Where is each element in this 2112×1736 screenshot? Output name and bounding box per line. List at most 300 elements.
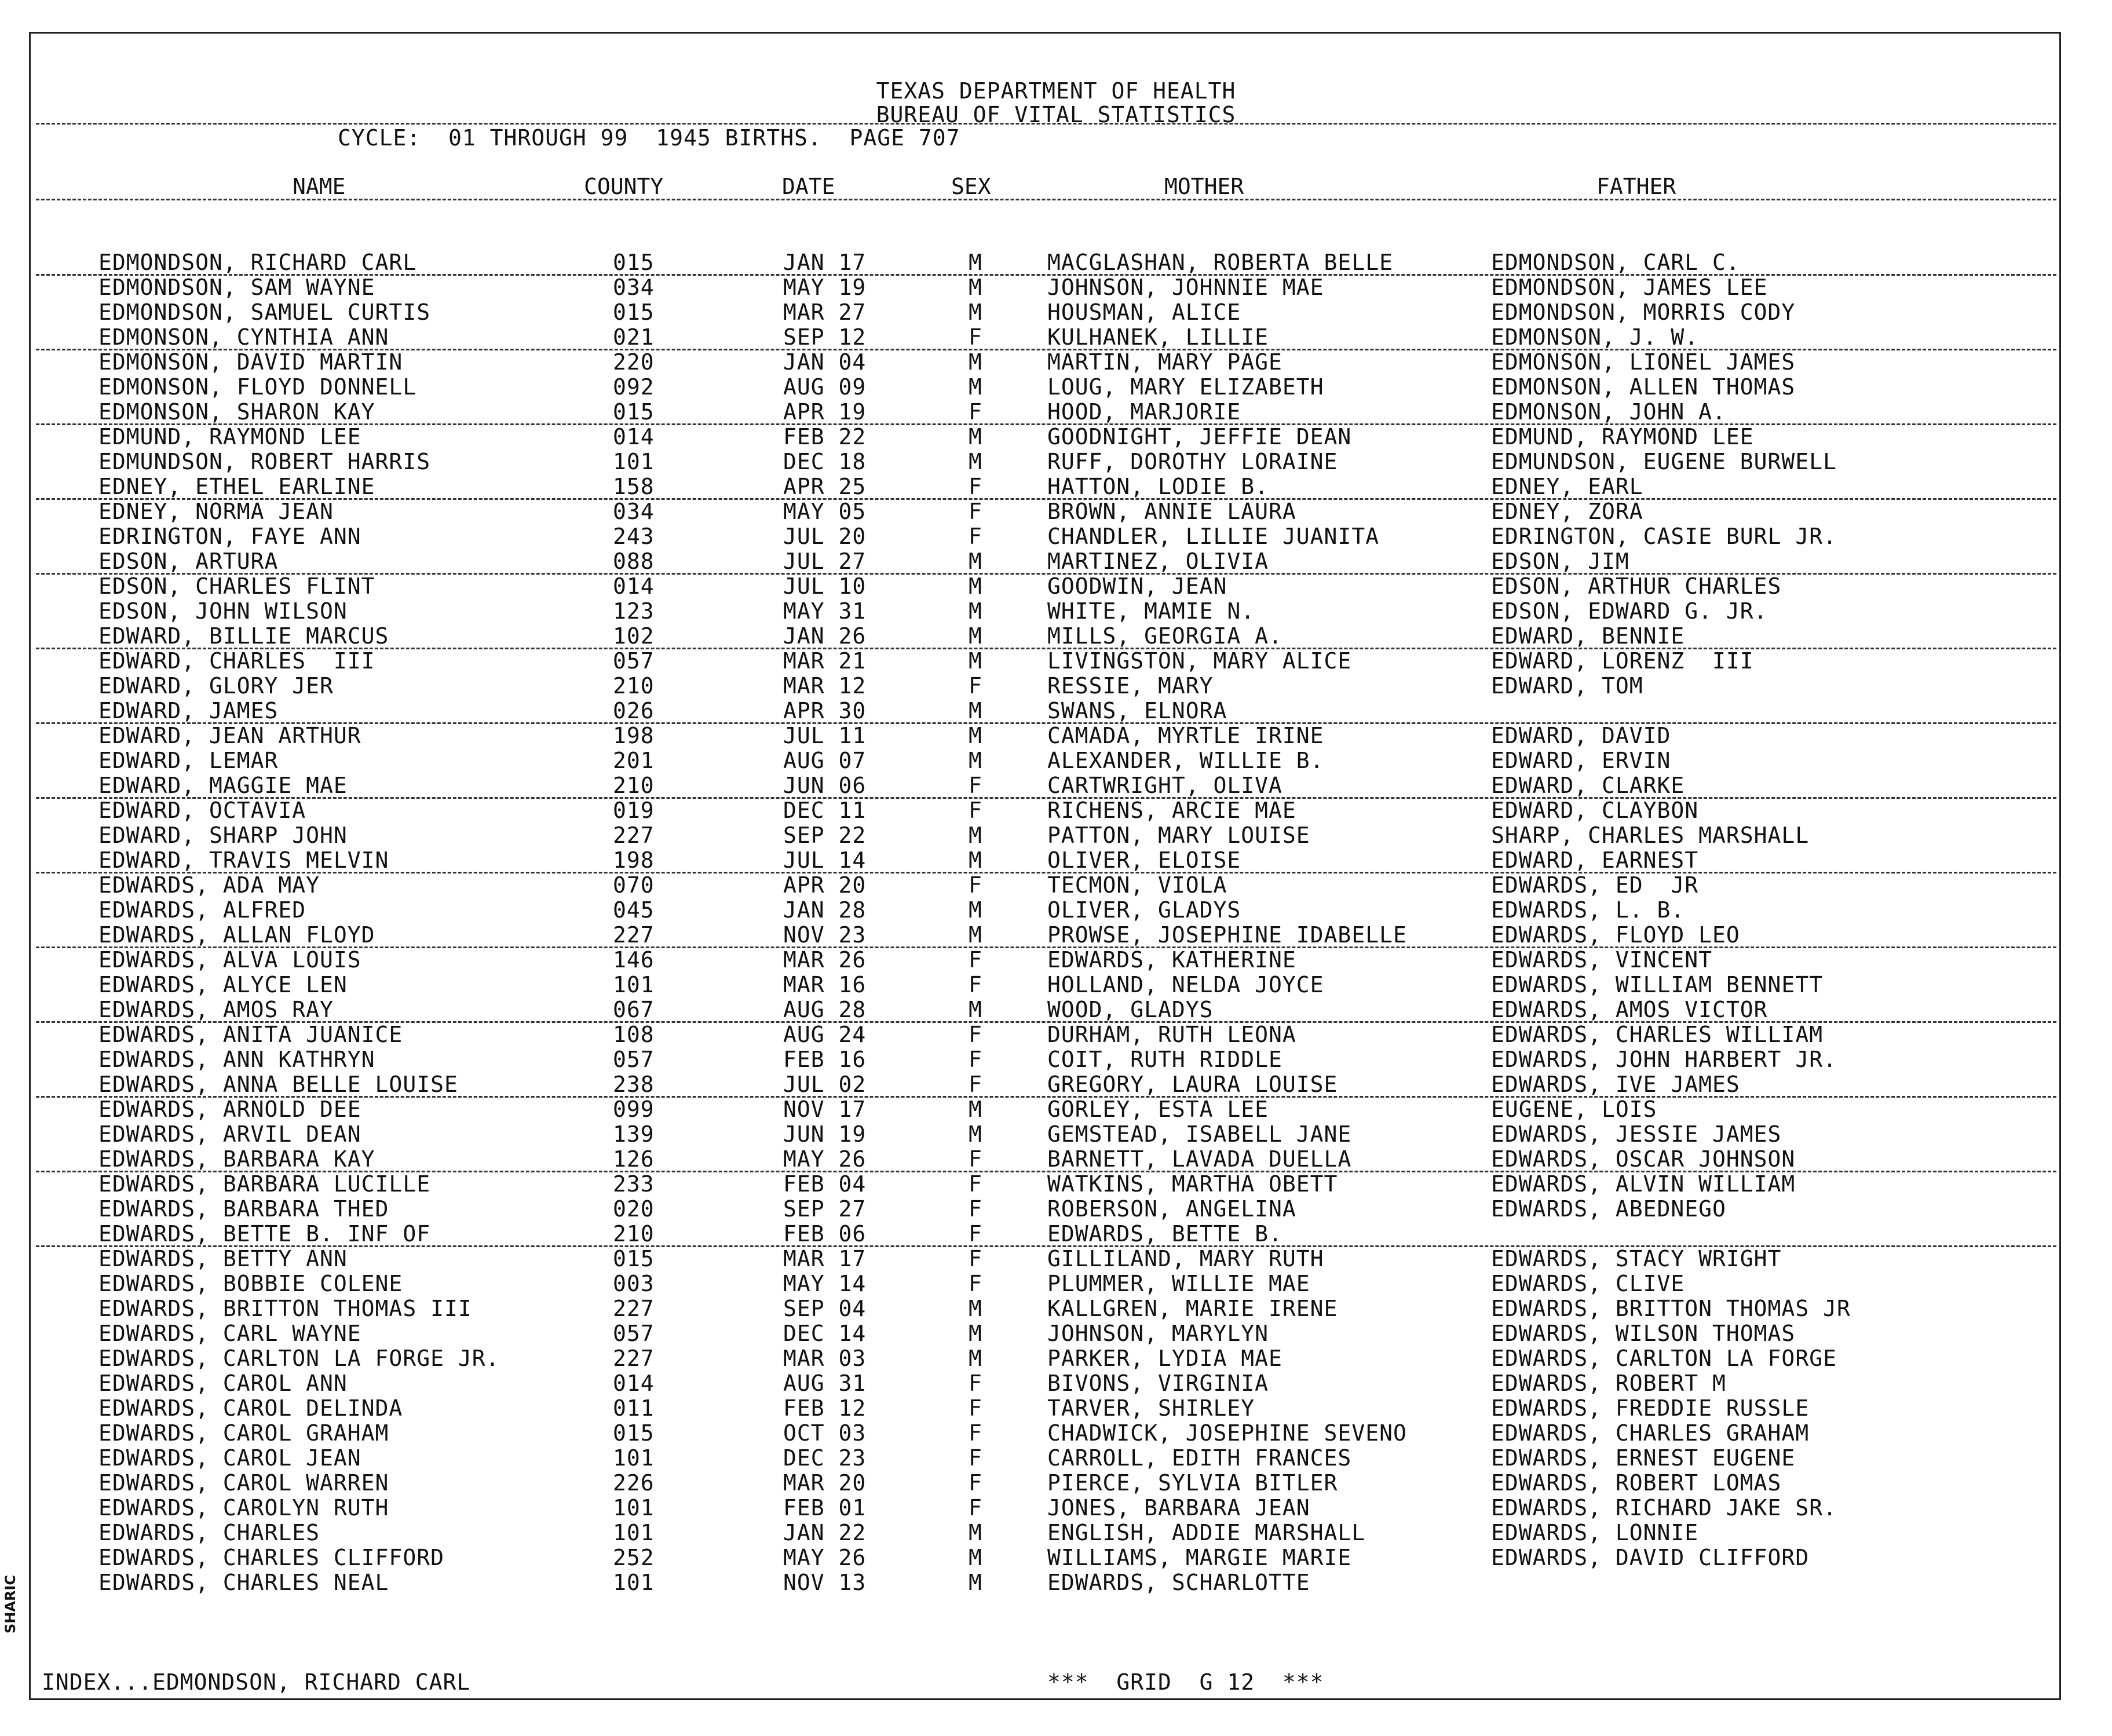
table-row (0, 449, 2112, 474)
record-name: EDWARDS, CAROL DELINDA (98, 1395, 403, 1421)
record-father: EDWARDS, BRITTON THOMAS JR (1491, 1296, 1851, 1321)
record-mother: GORLEY, ESTA LEE (1047, 1097, 1269, 1122)
record-sex: F (969, 324, 982, 350)
table-row (0, 499, 2112, 524)
record-date: JAN 26 (783, 623, 867, 649)
record-date: AUG 09 (783, 374, 867, 400)
record-mother: PROWSE, JOSEPHINE IDABELLE (1047, 922, 1407, 948)
record-date: SEP 27 (783, 1196, 867, 1222)
record-date: DEC 18 (783, 449, 867, 474)
record-name: EDRINGTON, FAYE ANN (98, 524, 361, 549)
record-father: EDWARDS, JESSIE JAMES (1491, 1121, 1782, 1147)
record-father: EDMONSON, JOHN A. (1491, 399, 1726, 425)
record-sex: F (969, 1022, 982, 1047)
record-name: EDWARDS, ARNOLD DEE (98, 1097, 361, 1122)
record-name: EDWARD, GLORY JER (98, 673, 334, 699)
table-row (0, 773, 2112, 798)
col-header-name: NAME (293, 174, 346, 199)
table-row (0, 300, 2112, 325)
table-row (0, 1172, 2112, 1197)
record-sex: F (969, 673, 982, 699)
record-sex: F (969, 1146, 982, 1172)
record-mother: WOOD, GLADYS (1047, 997, 1214, 1022)
record-sex: M (969, 424, 982, 449)
record-mother: HATTON, LODIE B. (1047, 474, 1269, 499)
record-father: EDWARDS, STACY WRIGHT (1491, 1246, 1782, 1271)
record-county: 238 (613, 1072, 655, 1097)
record-date: SEP 22 (783, 823, 867, 848)
record-county: 101 (613, 972, 655, 997)
record-county: 057 (613, 648, 655, 674)
record-county: 015 (613, 399, 655, 425)
record-name: EDMUND, RAYMOND LEE (98, 424, 361, 449)
record-mother: GILLILAND, MARY RUTH (1047, 1246, 1324, 1271)
record-father: EDWARDS, JOHN HARBERT JR. (1491, 1047, 1837, 1072)
table-row (0, 599, 2112, 624)
table-row (0, 1496, 2112, 1521)
table-row (0, 1122, 2112, 1147)
table-row (0, 997, 2112, 1022)
record-sex: M (969, 449, 982, 474)
table-row (0, 1222, 2112, 1247)
record-name: EDWARDS, ALFRED (98, 897, 306, 923)
record-father: EDMUND, RAYMOND LEE (1491, 424, 1754, 449)
record-mother: TARVER, SHIRLEY (1047, 1395, 1255, 1421)
table-row (0, 524, 2112, 549)
record-sex: M (969, 1545, 982, 1570)
record-father: EDSON, JIM (1491, 549, 1629, 574)
record-mother: GEMSTEAD, ISABELL JANE (1047, 1121, 1352, 1147)
record-name: EDSON, JOHN WILSON (98, 598, 348, 624)
record-date: SEP 12 (783, 324, 867, 350)
record-father: EDWARDS, AMOS VICTOR (1491, 997, 1768, 1022)
record-date: JUN 06 (783, 773, 867, 798)
record-father: EDWARDS, WILSON THOMAS (1491, 1321, 1796, 1346)
record-date: MAY 26 (783, 1146, 867, 1172)
record-date: JAN 04 (783, 349, 867, 375)
record-name: EDWARD, JEAN ARTHUR (98, 723, 361, 748)
record-date: MAY 05 (783, 499, 867, 524)
table-row (0, 699, 2112, 723)
index-footer: INDEX...EDMONDSON, RICHARD CARL (42, 1669, 471, 1695)
record-date: MAY 26 (783, 1545, 867, 1570)
record-father: EDWARDS, FLOYD LEO (1491, 922, 1740, 948)
record-sex: F (969, 1196, 982, 1222)
record-county: 099 (613, 1097, 655, 1122)
record-county: 252 (613, 1545, 655, 1570)
record-county: 146 (613, 947, 655, 973)
record-county: 101 (613, 1570, 655, 1595)
record-date: FEB 16 (783, 1047, 867, 1072)
record-mother: ROBERSON, ANGELINA (1047, 1196, 1296, 1222)
record-date: SEP 04 (783, 1296, 867, 1321)
col-header-date: DATE (782, 174, 835, 199)
record-date: FEB 04 (783, 1171, 867, 1197)
record-sex: F (969, 524, 982, 549)
record-date: APR 19 (783, 399, 867, 425)
record-mother: LOUG, MARY ELIZABETH (1047, 374, 1324, 400)
record-name: EDWARDS, CHARLES NEAL (98, 1570, 389, 1595)
record-father: EDWARDS, ROBERT M (1491, 1370, 1726, 1396)
record-mother: MACGLASHAN, ROBERTA BELLE (1047, 250, 1393, 275)
record-father: EDMONSON, ALLEN THOMAS (1491, 374, 1796, 400)
record-sex: M (969, 1321, 982, 1346)
record-sex: M (969, 549, 982, 574)
record-sex: F (969, 499, 982, 524)
record-sex: M (969, 1570, 982, 1595)
record-sex: M (969, 374, 982, 400)
record-sex: F (969, 1171, 982, 1197)
record-county: 201 (613, 748, 655, 773)
record-mother: WILLIAMS, MARGIE MARIE (1047, 1545, 1352, 1570)
record-mother: CHANDLER, LILLIE JUANITA (1047, 524, 1380, 549)
record-county: 226 (613, 1470, 655, 1496)
grid-footer: *** GRID G 12 *** (1047, 1669, 1324, 1695)
record-name: EDNEY, ETHEL EARLINE (98, 474, 375, 499)
table-row (0, 674, 2112, 699)
record-date: FEB 01 (783, 1495, 867, 1521)
record-father: EDMONDSON, JAMES LEE (1491, 275, 1768, 300)
record-county: 210 (613, 1221, 655, 1247)
record-name: EDWARDS, ALYCE LEN (98, 972, 348, 997)
record-sex: F (969, 947, 982, 973)
cycle-line: CYCLE: 01 THROUGH 99 1945 BIRTHS. PAGE 707 (338, 125, 960, 151)
record-mother: GOODWIN, JEAN (1047, 573, 1227, 599)
record-sex: F (969, 1072, 982, 1097)
record-county: 015 (613, 1420, 655, 1446)
record-date: APR 30 (783, 698, 867, 723)
record-sex: M (969, 997, 982, 1022)
record-mother: EDWARDS, BETTE B. (1047, 1221, 1282, 1247)
record-mother: PATTON, MARY LOUISE (1047, 823, 1310, 848)
table-row (0, 549, 2112, 574)
record-mother: GOODNIGHT, JEFFIE DEAN (1047, 424, 1352, 449)
record-name: EDWARD, SHARP JOHN (98, 823, 348, 848)
table-row (0, 624, 2112, 649)
table-row (0, 474, 2112, 499)
record-mother: MARTIN, MARY PAGE (1047, 349, 1282, 375)
record-father: EDWARD, EARNEST (1491, 847, 1699, 873)
record-name: EDWARDS, BRITTON THOMAS III (98, 1296, 472, 1321)
record-sex: F (969, 1470, 982, 1496)
record-name: EDWARDS, BARBARA KAY (98, 1146, 375, 1172)
record-name: EDWARDS, ARVIL DEAN (98, 1121, 361, 1147)
record-county: 210 (613, 773, 655, 798)
record-father: EDWARDS, IVE JAMES (1491, 1072, 1740, 1097)
record-sex: M (969, 299, 982, 325)
record-county: 003 (613, 1271, 655, 1296)
record-date: APR 25 (783, 474, 867, 499)
record-name: EDWARDS, ALLAN FLOYD (98, 922, 375, 948)
col-header-father: FATHER (1596, 174, 1676, 199)
record-mother: JOHNSON, MARYLYN (1047, 1321, 1269, 1346)
record-mother: EDWARDS, KATHERINE (1047, 947, 1296, 973)
table-row (0, 425, 2112, 449)
record-name: EDMONSON, CYNTHIA ANN (98, 324, 389, 350)
table-row (0, 1396, 2112, 1421)
record-date: FEB 06 (783, 1221, 867, 1247)
record-sex: M (969, 1097, 982, 1122)
record-county: 067 (613, 997, 655, 1022)
record-mother: GREGORY, LAURA LOUISE (1047, 1072, 1338, 1097)
record-date: MAR 20 (783, 1470, 867, 1496)
record-name: EDWARDS, CAROL GRAHAM (98, 1420, 389, 1446)
table-row (0, 375, 2112, 400)
record-sex: M (969, 275, 982, 300)
record-father: SHARP, CHARLES MARSHALL (1491, 823, 1810, 848)
record-name: EDWARDS, CARL WAYNE (98, 1321, 361, 1346)
record-mother: HOUSMAN, ALICE (1047, 299, 1241, 325)
record-name: EDWARDS, BARBARA THED (98, 1196, 389, 1222)
record-mother: CARTWRIGHT, OLIVA (1047, 773, 1282, 798)
table-row (0, 1421, 2112, 1446)
record-name: EDWARD, MAGGIE MAE (98, 773, 348, 798)
record-county: 014 (613, 1370, 655, 1396)
record-mother: CHADWICK, JOSEPHINE SEVENO (1047, 1420, 1407, 1446)
dashed-rule (36, 199, 2056, 200)
record-name: EDWARDS, BETTE B. INF OF (98, 1221, 431, 1247)
record-name: EDWARD, LEMAR (98, 748, 279, 773)
table-row (0, 873, 2112, 898)
record-date: MAR 17 (783, 1246, 867, 1271)
table-row (0, 275, 2112, 300)
record-county: 227 (613, 922, 655, 948)
record-date: MAY 31 (783, 598, 867, 624)
record-name: EDWARDS, AMOS RAY (98, 997, 334, 1022)
table-row (0, 1321, 2112, 1346)
table-row (0, 1047, 2112, 1072)
record-father: EDMONSON, J. W. (1491, 324, 1699, 350)
record-county: 019 (613, 798, 655, 823)
record-mother: JONES, BARBARA JEAN (1047, 1495, 1310, 1521)
record-date: AUG 24 (783, 1022, 867, 1047)
record-mother: BIVONS, VIRGINIA (1047, 1370, 1269, 1396)
table-row (0, 400, 2112, 425)
record-mother: PLUMMER, WILLIE MAE (1047, 1271, 1310, 1296)
record-mother: COIT, RUTH RIDDLE (1047, 1047, 1282, 1072)
record-sex: F (969, 1395, 982, 1421)
record-father: EDWARD, BENNIE (1491, 623, 1685, 649)
record-county: 220 (613, 349, 655, 375)
record-name: EDWARD, JAMES (98, 698, 279, 723)
record-date: AUG 07 (783, 748, 867, 773)
table-row (0, 1097, 2112, 1122)
record-date: JAN 22 (783, 1520, 867, 1545)
record-date: MAY 14 (783, 1271, 867, 1296)
record-father: EDMONSON, LIONEL JAMES (1491, 349, 1796, 375)
record-county: 158 (613, 474, 655, 499)
record-county: 227 (613, 1346, 655, 1371)
record-county: 070 (613, 872, 655, 898)
record-date: JAN 17 (783, 250, 867, 275)
record-county: 014 (613, 573, 655, 599)
record-name: EDWARD, CHARLES III (98, 648, 375, 674)
table-row (0, 1371, 2112, 1396)
table-row (0, 1471, 2112, 1496)
record-mother: DURHAM, RUTH LEONA (1047, 1022, 1296, 1047)
record-name: EDWARDS, ANNA BELLE LOUISE (98, 1072, 458, 1097)
record-mother: MARTINEZ, OLIVIA (1047, 549, 1269, 574)
record-sex: F (969, 1221, 982, 1247)
col-header-sex: SEX (951, 174, 991, 199)
record-county: 126 (613, 1146, 655, 1172)
record-mother: EDWARDS, SCHARLOTTE (1047, 1570, 1310, 1595)
table-row (0, 1197, 2112, 1222)
table-row (0, 948, 2112, 973)
side-stamp-label: SHARIC (2, 1575, 19, 1633)
record-name: EDWARD, OCTAVIA (98, 798, 306, 823)
record-name: EDSON, CHARLES FLINT (98, 573, 375, 599)
table-row (0, 1521, 2112, 1545)
record-sex: M (969, 1346, 982, 1371)
record-name: EDWARDS, CARLTON LA FORGE JR. (98, 1346, 500, 1371)
record-county: 198 (613, 723, 655, 748)
record-sex: M (969, 1520, 982, 1545)
record-father: EDWARDS, CHARLES GRAHAM (1491, 1420, 1810, 1446)
record-name: EDMONDSON, SAM WAYNE (98, 275, 375, 300)
record-mother: WHITE, MAMIE N. (1047, 598, 1255, 624)
record-name: EDWARDS, ANITA JUANICE (98, 1022, 403, 1047)
record-father: EDWARDS, ERNEST EUGENE (1491, 1445, 1796, 1471)
record-date: DEC 11 (783, 798, 867, 823)
record-father: EDWARDS, CHARLES WILLIAM (1491, 1022, 1824, 1047)
record-father: EDWARDS, RICHARD JAKE SR. (1491, 1495, 1837, 1521)
record-mother: CARROLL, EDITH FRANCES (1047, 1445, 1352, 1471)
record-father: EDWARDS, VINCENT (1491, 947, 1713, 973)
record-mother: RUFF, DOROTHY LORAINE (1047, 449, 1338, 474)
record-name: EDWARDS, BARBARA LUCILLE (98, 1171, 431, 1197)
record-county: 101 (613, 1520, 655, 1545)
record-mother: RICHENS, ARCIE MAE (1047, 798, 1296, 823)
record-date: DEC 14 (783, 1321, 867, 1346)
record-date: MAY 19 (783, 275, 867, 300)
table-row (0, 1545, 2112, 1570)
col-header-county: COUNTY (584, 174, 664, 199)
record-sex: M (969, 598, 982, 624)
record-county: 015 (613, 250, 655, 275)
record-father: EDSON, EDWARD G. JR. (1491, 598, 1768, 624)
record-father: EDWARDS, OSCAR JOHNSON (1491, 1146, 1796, 1172)
record-county: 057 (613, 1321, 655, 1346)
record-county: 210 (613, 673, 655, 699)
record-name: EDMONSON, SHARON KAY (98, 399, 375, 425)
record-county: 108 (613, 1022, 655, 1047)
record-father: EDWARDS, CLIVE (1491, 1271, 1685, 1296)
record-mother: MILLS, GEORGIA A. (1047, 623, 1282, 649)
record-county: 101 (613, 449, 655, 474)
record-date: JUL 10 (783, 573, 867, 599)
dashed-rule (36, 123, 2056, 125)
record-sex: F (969, 1246, 982, 1271)
record-sex: F (969, 798, 982, 823)
record-mother: WATKINS, MARTHA OBETT (1047, 1171, 1338, 1197)
record-county: 088 (613, 549, 655, 574)
record-sex: M (969, 748, 982, 773)
record-name: EDWARDS, CHARLES (98, 1520, 320, 1545)
record-mother: HOOD, MARJORIE (1047, 399, 1241, 425)
record-name: EDMONSON, FLOYD DONNELL (98, 374, 417, 400)
record-father: EDWARD, TOM (1491, 673, 1643, 699)
record-name: EDMUNDSON, ROBERT HARRIS (98, 449, 431, 474)
record-sex: F (969, 872, 982, 898)
record-date: MAR 16 (783, 972, 867, 997)
record-date: OCT 03 (783, 1420, 867, 1446)
record-sex: M (969, 723, 982, 748)
record-name: EDWARDS, ANN KATHRYN (98, 1047, 375, 1072)
table-row (0, 823, 2112, 848)
record-mother: SWANS, ELNORA (1047, 698, 1227, 723)
record-county: 045 (613, 897, 655, 923)
record-date: JUN 19 (783, 1121, 867, 1147)
record-mother: LIVINGSTON, MARY ALICE (1047, 648, 1352, 674)
record-father: EDMONDSON, MORRIS CODY (1491, 299, 1796, 325)
record-county: 243 (613, 524, 655, 549)
record-mother: TECMON, VIOLA (1047, 872, 1227, 898)
record-father: EDWARD, CLARKE (1491, 773, 1685, 798)
record-sex: M (969, 847, 982, 873)
record-name: EDMONDSON, RICHARD CARL (98, 250, 417, 275)
record-date: AUG 28 (783, 997, 867, 1022)
record-father: EDWARD, LORENZ III (1491, 648, 1754, 674)
record-name: EDWARDS, CAROL JEAN (98, 1445, 361, 1471)
record-sex: M (969, 573, 982, 599)
record-date: MAR 03 (783, 1346, 867, 1371)
record-county: 227 (613, 1296, 655, 1321)
record-mother: RESSIE, MARY (1047, 673, 1214, 699)
record-name: EDWARDS, ALVA LOUIS (98, 947, 361, 973)
record-father: EDWARD, ERVIN (1491, 748, 1671, 773)
record-father: EDWARDS, ROBERT LOMAS (1491, 1470, 1782, 1496)
record-county: 123 (613, 598, 655, 624)
table-row (0, 1346, 2112, 1371)
record-mother: OLIVER, GLADYS (1047, 897, 1241, 923)
record-mother: PARKER, LYDIA MAE (1047, 1346, 1282, 1371)
record-date: AUG 31 (783, 1370, 867, 1396)
record-father: EDWARDS, FREDDIE RUSSLE (1491, 1395, 1810, 1421)
record-mother: JOHNSON, JOHNNIE MAE (1047, 275, 1324, 300)
record-mother: BROWN, ANNIE LAURA (1047, 499, 1296, 524)
record-father: EDWARDS, L. B. (1491, 897, 1685, 923)
record-sex: M (969, 823, 982, 848)
table-row (0, 923, 2112, 948)
record-father: EDWARD, CLAYBON (1491, 798, 1699, 823)
record-name: EDWARDS, CAROL WARREN (98, 1470, 389, 1496)
record-name: EDWARDS, BOBBIE COLENE (98, 1271, 403, 1296)
record-sex: F (969, 773, 982, 798)
record-county: 026 (613, 698, 655, 723)
record-county: 011 (613, 1395, 655, 1421)
record-county: 233 (613, 1171, 655, 1197)
record-county: 015 (613, 1246, 655, 1271)
record-sex: M (969, 250, 982, 275)
table-row (0, 1570, 2112, 1595)
table-row (0, 1446, 2112, 1471)
table-row (0, 898, 2112, 923)
record-name: EDWARDS, BETTY ANN (98, 1246, 348, 1271)
record-sex: M (969, 1296, 982, 1321)
table-row (0, 1247, 2112, 1271)
record-father: EDWARDS, WILLIAM BENNETT (1491, 972, 1824, 997)
record-date: JUL 14 (783, 847, 867, 873)
record-date: JAN 28 (783, 897, 867, 923)
record-father: EDNEY, ZORA (1491, 499, 1643, 524)
col-header-mother: MOTHER (1164, 174, 1244, 199)
record-date: MAR 12 (783, 673, 867, 699)
record-county: 034 (613, 499, 655, 524)
record-father: EDNEY, EARL (1491, 474, 1643, 499)
table-row (0, 574, 2112, 599)
record-date: NOV 13 (783, 1570, 867, 1595)
